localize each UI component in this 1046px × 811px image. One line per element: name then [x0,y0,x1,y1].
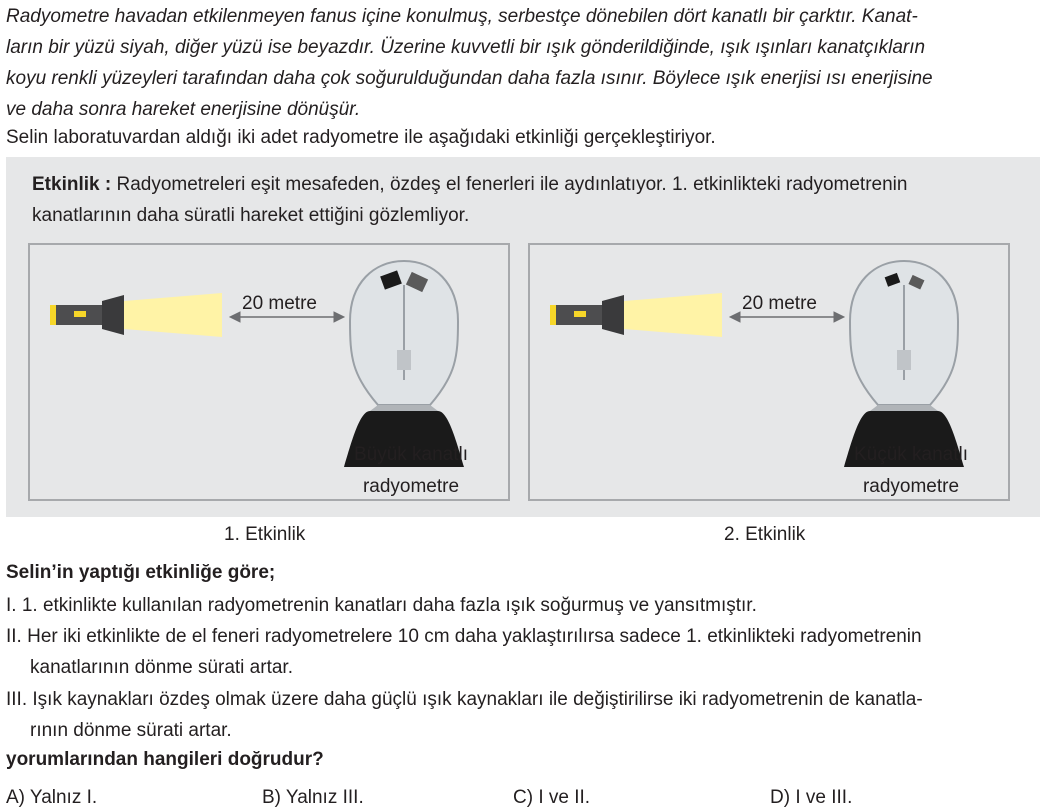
option-letter: C) [513,787,534,808]
intro-line: ve daha sonra hareket enerjisine dönüşür. [6,99,361,120]
option-c[interactable] [513,787,590,809]
intro-line: Radyometre havadan etkilenmeyen fanus içine konulmuş, serbestçe dönebilen dört kanatlı bir çarktır. Kanat- [6,6,918,27]
panel-caption-2: 2. Etkinlik [724,524,806,545]
radiometer-label [326,439,496,503]
light-beam [624,293,722,337]
option-b[interactable] [262,787,364,809]
option-letter: D) [770,787,791,808]
option-text: Yalnız III. [281,787,364,808]
radiometer-bulb-icon [844,261,964,467]
lead-sentence: Selin laboratuvardan aldığı iki adet radyometre ile aşağıdaki etkinliği gerçekleştiriyor. [6,127,716,148]
statement-number: III. [6,689,28,710]
statement-1 [6,590,1040,621]
intro-paragraph [6,1,1040,125]
radiometer-label-line2: radyometre [362,476,460,497]
option-text: I ve II. [533,787,591,808]
statement-text-continued: kanatlarının dönme sürati artar. [30,657,293,678]
statement-3 [6,684,1040,746]
radiometer-label-line2: radyometre [862,476,960,497]
statement-number: I. [6,595,17,616]
distance-label: 20 metre [742,293,817,314]
statement-text: Her iki etkinlikte de el feneri radyometrelere 10 cm daha yaklaştırılırsa sadece 1. etkinlikteki radyometrenin [21,626,922,647]
radiometer-label [826,439,996,503]
activity-box [6,157,1040,517]
option-text: Yalnız I. [25,787,98,808]
statement-number: II. [6,626,22,647]
question-stem: Selin’in yaptığı etkinliğe göre; [6,562,276,583]
statement-2 [6,621,1040,683]
option-letter: B) [262,787,281,808]
radiometer-label-line1: Büyük kanatlı [353,444,469,465]
intro-line: koyu renkli yüzeyleri tarafından daha çok soğurulduğundan daha fazla ısınır. Böylece ışık enerjisi ısı enerjisine [6,68,933,89]
activity-description [32,169,1032,231]
flashlight-icon [50,295,124,335]
option-a[interactable] [6,787,97,809]
activity-text-line2: kanatlarının daha süratli hareket ettiğini gözlemliyor. [32,205,470,226]
activity-panel-1 [28,243,510,501]
panel-caption-1: 1. Etkinlik [224,524,306,545]
light-beam [124,293,222,337]
distance-label: 20 metre [242,293,317,314]
option-d[interactable] [770,787,852,809]
flashlight-icon [550,295,624,335]
radiometer-bulb-icon [344,261,464,467]
option-text: I ve III. [790,787,853,808]
statement-text-continued: rının dönme sürati artar. [30,720,232,741]
statement-text: Işık kaynakları özdeş olmak üzere daha güçlü ışık kaynakları ile değiştirilirse iki radyometrenin de kanatla- [27,689,923,710]
activity-text-line1: Radyometreleri eşit mesafeden, özdeş el fenerleri ile aydınlatıyor. 1. etkinlikteki radyometrenin [111,174,908,195]
activity-label: Etkinlik : [32,174,112,195]
statement-text: 1. etkinlikte kullanılan radyometrenin kanatları daha fazla ışık soğurmuş ve yansıtmıştır. [16,595,757,616]
activity-panel-2 [528,243,1010,501]
option-letter: A) [6,787,25,808]
question-prompt: yorumlarından hangileri doğrudur? [6,749,324,770]
intro-line: ların bir yüzü siyah, diğer yüzü ise beyazdır. Üzerine kuvvetli bir ışık gönderildiğinde, ışık ışınları kanatçıkların [6,37,926,58]
radiometer-label-line1: Küçük kanatlı [853,444,969,465]
